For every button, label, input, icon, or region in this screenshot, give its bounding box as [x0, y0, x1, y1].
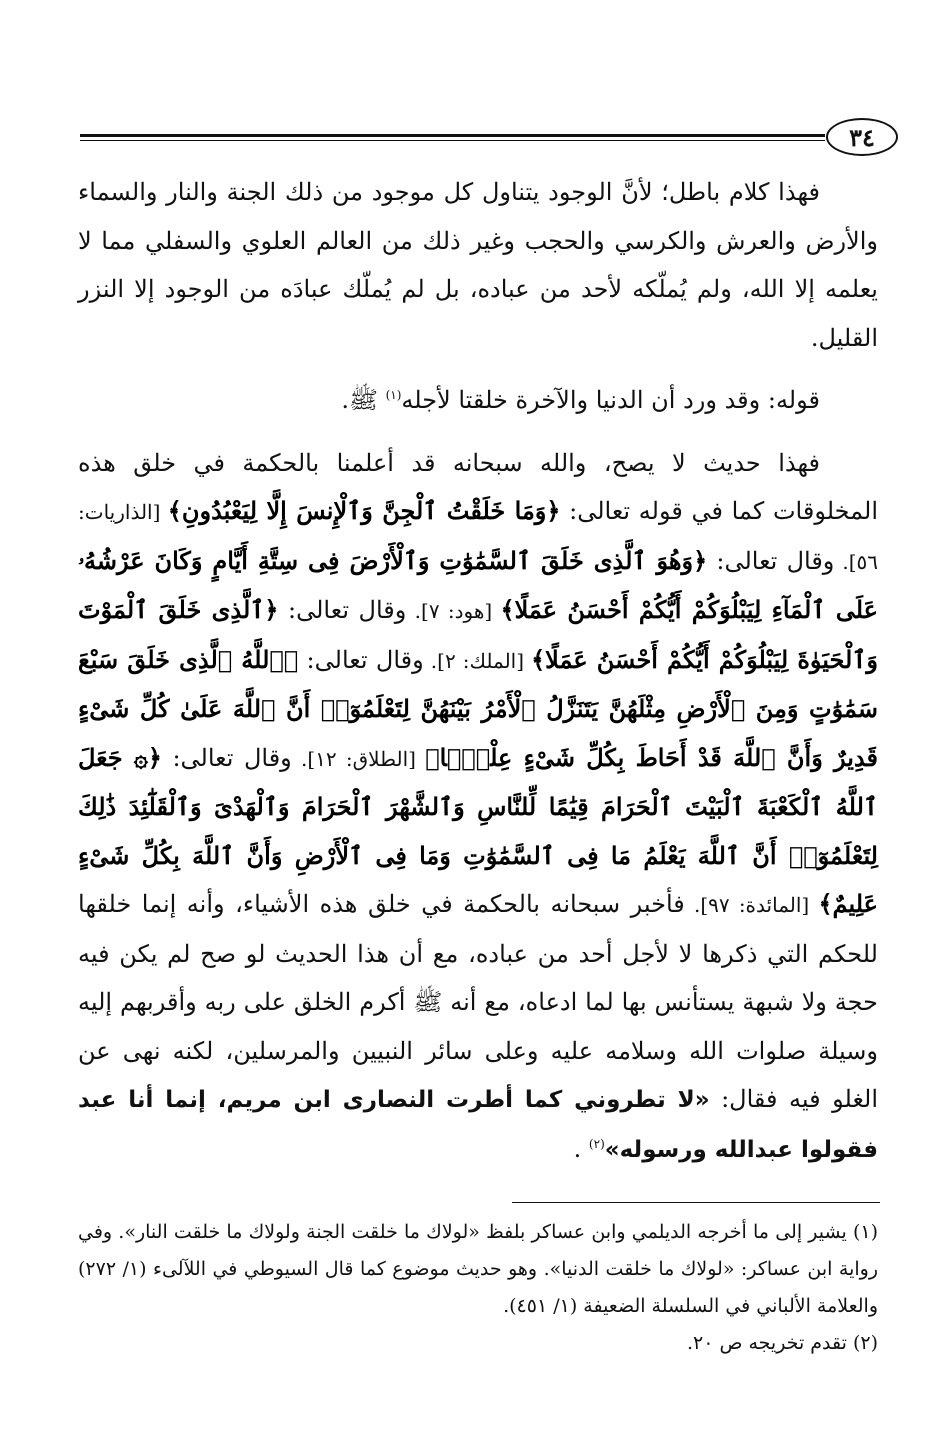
text-segment: فأخبر سبحانه بالحكمة في خلق هذه الأشياء، وأنه إنما خلقها للحكم التي ذكرها لا لأجل أحد من عباده، مع أن هذا الحديث لو صح لم يكن فيه حجة ولا شبهة يستأنس بها لما ادعاه، مع أنه ﷺ أكرم الخلق على ربه وأقربهم إليه وسيلة صلوات الله وسلامه عليه وعلى سائر النبيين والمرسلين، لكنه نهى عن الغلو فيه فقال: [78, 890, 878, 1113]
quran-verse-3: ﴿ٱلَّذِى خَلَقَ ٱلْمَوْتَ وَٱلْحَيَوٰةَ لِيَبْلُوَكُمْ أَيُّكُمْ أَحْسَنُ عَمَلًا﴾ [78, 595, 878, 674]
text-segment: وقال تعالى: [707, 546, 835, 575]
text-segment: فهذا حديث لا يصح، والله سبحانه قد أعلمنا بالحكمة في خلق هذه المخلوقات كما في قوله تعالى: [78, 448, 879, 525]
text-segment: وقال تعالى: [278, 596, 407, 624]
footnote-divider [512, 1202, 880, 1203]
footnote-ref-2[interactable]: (٢) [588, 1136, 605, 1151]
verse-reference-5: [المائدة: ٩٧]. [684, 893, 819, 917]
hadith-quote: «لا تطروني كما أطرت النصارى ابن مريم، إنما أنا عبد فقولوا عبدالله ورسوله» [78, 1087, 878, 1163]
footnote-1: (١) يشير إلى ما أخرجه الديلمي وابن عساكر بلفظ «لولاك ما خلقت الجنة ولولاك ما خلقت النار». وفي رواية ابن عساكر: «لولاك ما خلقت الدنيا». وهو حديث موضوع كما قال السيوطي في اللآلىء (١/ ٢٧٢) والعلامة الألباني في السلسلة الضعيفة (١/ ٤٥١). [78, 1221, 878, 1317]
verse-reference-2: [هود: ٧]. [406, 599, 501, 623]
footnote-ref-1[interactable]: (١) [385, 388, 402, 402]
text-segment: وقال تعالى: [298, 645, 424, 674]
verse-reference-1: [الذاريات: ٥٦]. [78, 500, 879, 574]
header-rule-thin [80, 140, 825, 141]
page-number: ٣٤ [826, 118, 898, 156]
quran-verse-1: ﴿وَمَا خَلَقْتُ ٱلْجِنَّ وَٱلْإِنسَ إِلَّا لِيَعْبُدُونِ﴾ [167, 496, 561, 525]
main-text [78, 168, 878, 1174]
verse-reference-3: [الملك: ٢]. [423, 648, 532, 673]
page-header [80, 118, 900, 164]
paragraph-1: فهذا كلام باطل؛ لأنَّ الوجود يتناول كل موجود من ذلك الجنة والنار والسماء والأرض والعرش والكرسي والحجب وغير ذلك من العالم العلوي والسفلي مما لا يعلمه إلا الله، ولم يُملّكه لأحد من عباده، بل لم يُملّك عبادَه من الوجود إلا النزر القليل. [78, 178, 879, 352]
verse-reference-4: [الطلاق: ١٢]. [291, 746, 426, 771]
text-segment: وقال تعالى: [161, 743, 292, 772]
quran-verse-2: ﴿وَهُوَ ٱلَّذِى خَلَقَ ٱلسَّمَٰوَٰتِ وَٱلْأَرْضَ فِى سِتَّةِ أَيَّامٍ وَكَانَ عَرْشُهُۥ عَلَى ٱلْمَآءِ لِيَبْلُوَكُمْ أَيُّكُمْ أَحْسَنُ عَمَلًا﴾ [78, 545, 878, 624]
quran-verse-5: ﴿۞ جَعَلَ ٱللَّهُ ٱلْكَعْبَةَ ٱلْبَيْتَ ٱلْحَرَامَ قِيَٰمًا لِّلنَّاسِ وَٱلشَّهْرَ ٱلْحَرَامَ وَٱلْهَدْىَ وَٱلْقَلَٰٓئِدَ ذَٰلِكَ لِتَعْلَمُوٓا۟ أَنَّ ٱللَّهَ يَعْلَمُ مَا فِى ٱلسَّمَٰوَٰتِ وَمَا فِى ٱلْأَرْضِ وَأَنَّ ٱللَّهَ بِكُلِّ شَىْءٍ عَلِيمٌ﴾ [78, 742, 878, 918]
quote-text: قوله: وقد ورد أن الدنيا والآخرة خلقتا لأجله [401, 386, 820, 414]
paragraph-2 [78, 376, 878, 425]
footnotes [78, 1214, 878, 1362]
paragraph-3 [78, 439, 878, 1175]
salawat-text: ﷺ. [341, 386, 386, 414]
quran-verse-4: ﴿ٱللَّهُ ٱلَّذِى خَلَقَ سَبْعَ سَمَٰوَٰتٍ وَمِنَ ٱلْأَرْضِ مِثْلَهُنَّ يَتَنَزَّلُ ٱلْأَمْرُ بَيْنَهُنَّ لِتَعْلَمُوٓا۟ أَنَّ ٱللَّهَ عَلَىٰ كُلِّ شَىْءٍ قَدِيرٌ وَأَنَّ ٱللَّهَ قَدْ أَحَاطَ بِكُلِّ شَىْءٍ عِلْمًۢا﴾ [78, 644, 879, 772]
text-segment: . [573, 1134, 589, 1163]
footnote-2: (٢) تقدم تخريجه ص ٢٠. [686, 1332, 878, 1354]
header-rule-thick [80, 134, 825, 137]
